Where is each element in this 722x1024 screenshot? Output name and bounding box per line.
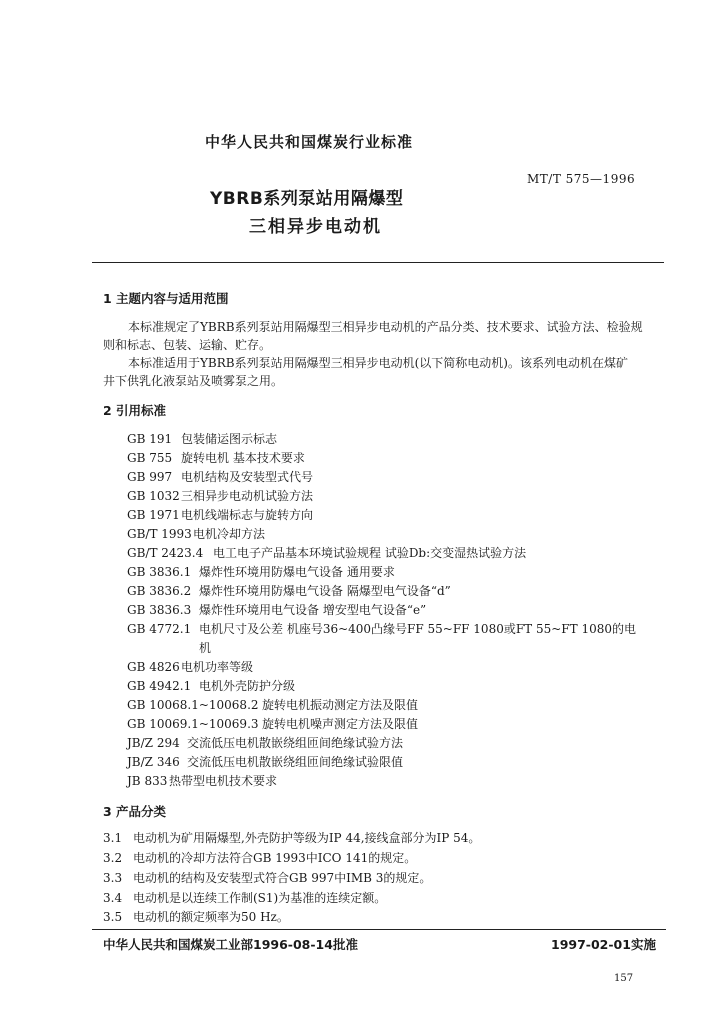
reference-item: GB 10069.1~10069.3 旋转电机噪声测定方法及限值 (127, 717, 419, 731)
document-title-line-1: YBRB系列泵站用隔爆型 (210, 189, 404, 209)
effective-date: 1997-02-01实施 (551, 937, 656, 952)
reference-item: JB/Z 294 交流低压电机散嵌绕组匝间绝缘试验方法 (127, 736, 404, 750)
reference-item-continuation: 机 (199, 641, 212, 655)
issuing-authority-title: 中华人民共和国煤炭行业标准 (205, 133, 414, 151)
standard-number: MT/T 575—1996 (527, 172, 636, 186)
header-divider (92, 262, 664, 263)
footer-divider (92, 929, 666, 930)
reference-item: GB 3836.3 爆炸性环境用电气设备 增安型电气设备“e” (127, 603, 427, 617)
clause-item: 3.1 电动机为矿用隔爆型,外壳防护等级为IP 44,接线盒部分为IP 54。 (103, 831, 481, 845)
section-1-paragraph-1-line-1: 本标准规定了YBRB系列泵站用隔爆型三相异步电动机的产品分类、技术要求、试验方法、检验规 (128, 320, 643, 334)
clause-item: 3.5 电动机的额定频率为50 Hz。 (103, 910, 289, 924)
reference-item: GB 997 电机结构及安装型式代号 (127, 470, 314, 484)
reference-item: GB/T 1993电机冷却方法 (127, 527, 266, 541)
section-2-heading: 2 引用标准 (103, 403, 167, 418)
section-1-paragraph-2-line-1: 本标准适用于YBRB系列泵站用隔爆型三相异步电动机(以下简称电动机)。该系列电动机在煤矿 (128, 356, 628, 370)
reference-item: GB/T 2423.4 电工电子产品基本环境试验规程 试验Db:交变湿热试验方法 (127, 546, 527, 560)
document-title-line-2: 三相异步电动机 (249, 217, 382, 237)
reference-item: GB 755 旋转电机 基本技术要求 (127, 451, 305, 465)
section-1-paragraph-1-line-2: 则和标志、包装、运输、贮存。 (103, 338, 272, 352)
page-number: 157 (614, 973, 634, 984)
reference-item: GB 1032三相异步电动机试验方法 (127, 489, 314, 503)
reference-item: JB/Z 346 交流低压电机散嵌绕组匝间绝缘试验限值 (127, 755, 404, 769)
reference-item: GB 4826电机功率等级 (127, 660, 254, 674)
approval-statement: 中华人民共和国煤炭工业部1996-08-14批准 (103, 937, 358, 952)
reference-item: GB 3836.1 爆炸性环境用防爆电气设备 通用要求 (127, 565, 395, 579)
reference-item: GB 4942.1 电机外壳防护分级 (127, 679, 296, 693)
reference-item: GB 191 包装储运图示标志 (127, 432, 278, 446)
clause-item: 3.3 电动机的结构及安装型式符合GB 997中IMB 3的规定。 (103, 871, 432, 885)
section-1-heading: 1 主题内容与适用范围 (103, 291, 229, 306)
section-3-heading: 3 产品分类 (103, 804, 167, 819)
reference-item: GB 4772.1 电机尺寸及公差 机座号36~400凸缘号FF 55~FF 1080或FT 55~FT 1080的电 (127, 622, 636, 636)
clause-item: 3.4 电动机是以连续工作制(S1)为基准的连续定额。 (103, 891, 387, 905)
reference-item: GB 3836.2 爆炸性环境用防爆电气设备 隔爆型电气设备“d” (127, 584, 451, 598)
reference-item: JB 833 热带型电机技术要求 (127, 774, 278, 788)
reference-item: GB 1971电机线端标志与旋转方向 (127, 508, 314, 522)
clause-item: 3.2 电动机的冷却方法符合GB 1993中ICO 141的规定。 (103, 851, 417, 865)
section-1-paragraph-2-line-2: 井下供乳化液泵站及喷雾泵之用。 (103, 374, 284, 388)
reference-item: GB 10068.1~10068.2 旋转电机振动测定方法及限值 (127, 698, 419, 712)
